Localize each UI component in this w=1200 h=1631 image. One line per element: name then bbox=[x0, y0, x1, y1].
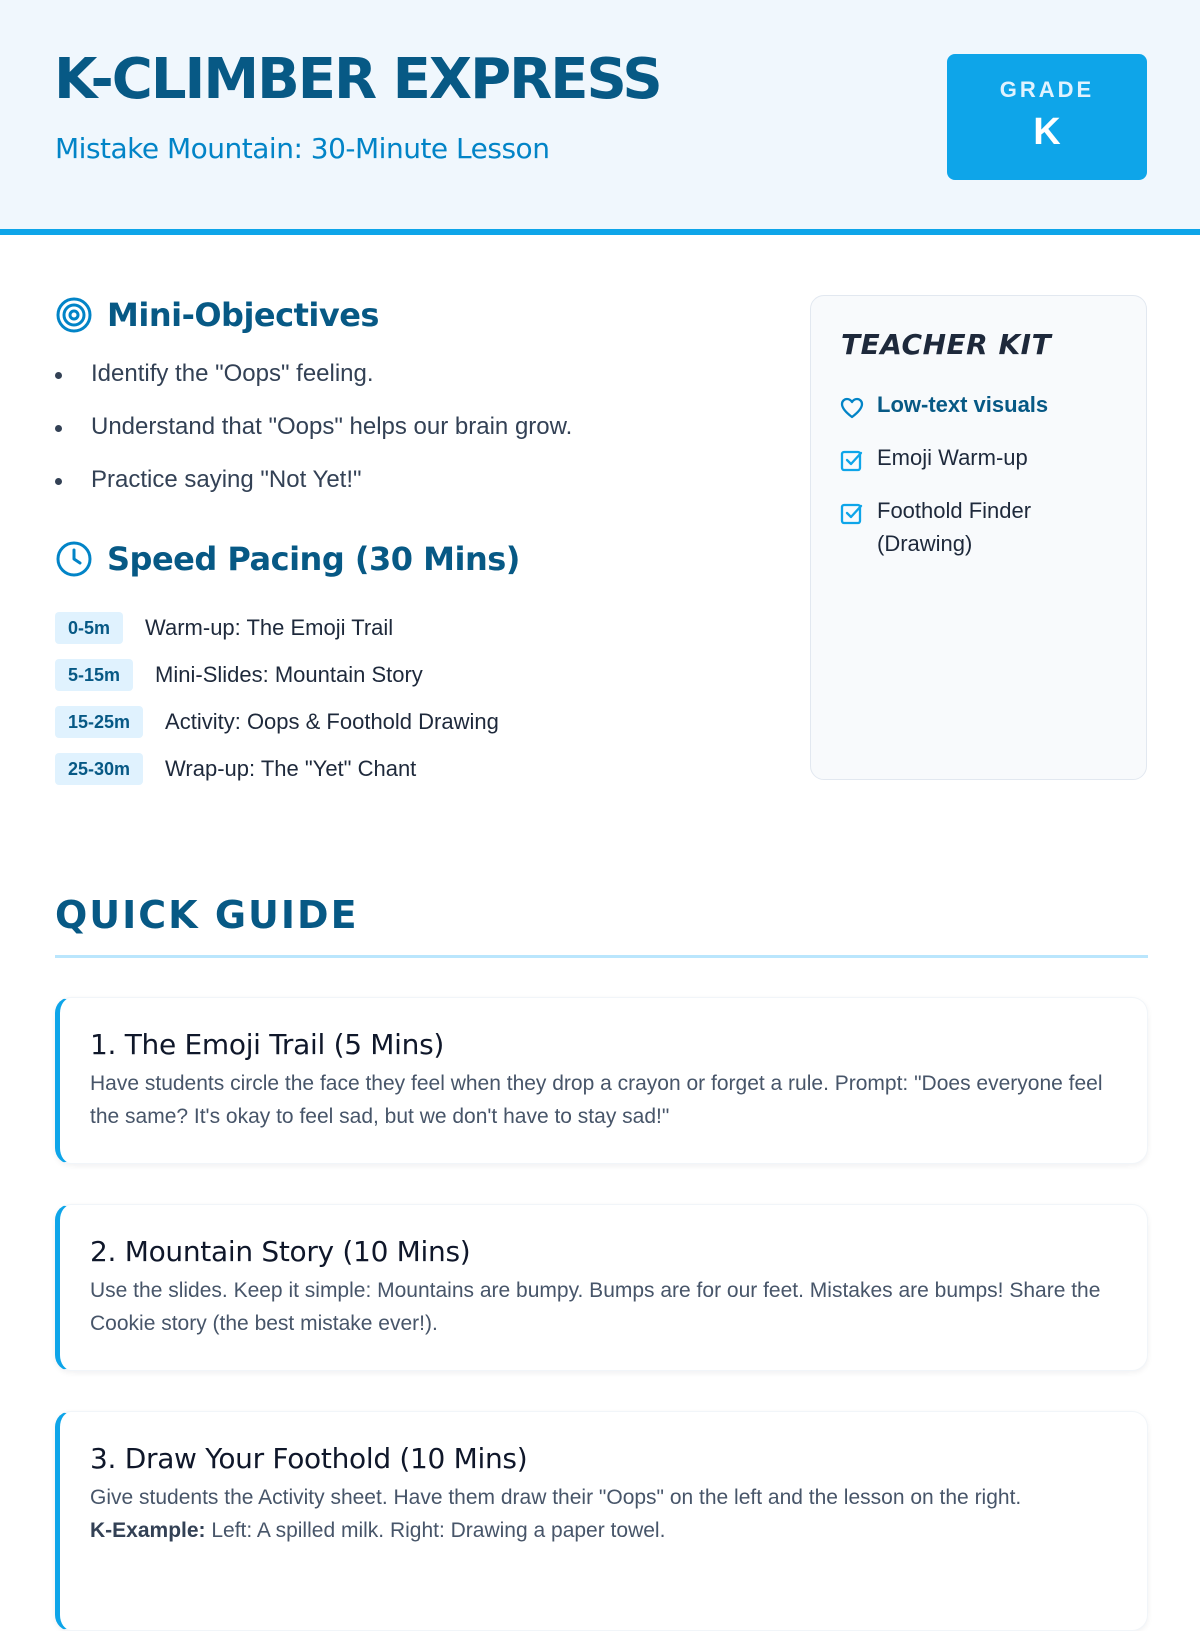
objectives-heading bbox=[55, 296, 379, 334]
objective-item: Identify the "Oops" feeling. bbox=[55, 350, 572, 403]
kit-item-emoji-warmup bbox=[839, 441, 1129, 474]
target-icon bbox=[55, 296, 93, 334]
heart-icon bbox=[839, 395, 865, 421]
kit-item-low-text-visuals bbox=[839, 388, 1129, 421]
guide-step-card bbox=[55, 1411, 1148, 1631]
grade-label: GRADE bbox=[999, 77, 1095, 102]
checkbox-icon bbox=[839, 448, 865, 474]
pacing-heading bbox=[55, 540, 520, 578]
divider bbox=[55, 955, 1148, 958]
objectives-list bbox=[55, 350, 572, 509]
pacing-list bbox=[55, 604, 499, 792]
pacing-row bbox=[55, 698, 499, 745]
guide-step-card bbox=[55, 997, 1148, 1164]
page-header bbox=[0, 0, 1200, 235]
pacing-row bbox=[55, 745, 499, 792]
kit-item-label: Foothold Finder (Drawing) bbox=[877, 498, 1032, 556]
time-badge: 0-5m bbox=[55, 612, 123, 644]
pacing-activity: Warm-up: The Emoji Trail bbox=[145, 614, 394, 640]
step-title: 3. Draw Your Foothold (10 Mins) bbox=[90, 1442, 528, 1475]
pacing-heading-label: Speed Pacing (30 Mins) bbox=[107, 540, 520, 578]
time-badge: 15-25m bbox=[55, 706, 143, 738]
kit-item-label: Low-text visuals bbox=[877, 392, 1049, 417]
teacher-kit-panel bbox=[810, 295, 1147, 780]
grade-value: K bbox=[1033, 111, 1061, 153]
step-title: 1. The Emoji Trail (5 Mins) bbox=[90, 1028, 444, 1061]
time-badge: 5-15m bbox=[55, 659, 133, 691]
kit-item-foothold-finder bbox=[839, 494, 1129, 560]
guide-step-card bbox=[55, 1204, 1148, 1371]
checkbox-icon bbox=[839, 501, 865, 527]
quick-guide-title: QUICK GUIDE bbox=[55, 893, 359, 937]
pacing-row bbox=[55, 604, 499, 651]
grade-badge bbox=[947, 54, 1147, 180]
page-subtitle: Mistake Mountain: 30-Minute Lesson bbox=[55, 132, 550, 165]
step-text: Give students the Activity sheet. Have them draw their "Oops" on the left and the lesson on the right. bbox=[90, 1486, 1022, 1509]
example-text: Left: A spilled milk. Right: Drawing a paper towel. bbox=[205, 1519, 666, 1542]
teacher-kit-title: TEACHER KIT bbox=[841, 328, 1052, 361]
pacing-row bbox=[55, 651, 499, 698]
example-label: K-Example: bbox=[90, 1519, 206, 1542]
kit-item-label: Emoji Warm-up bbox=[877, 445, 1028, 470]
objectives-heading-label: Mini-Objectives bbox=[107, 296, 379, 334]
step-text: Use the slides. Keep it simple: Mountains are bumpy. Bumps are for our feet. Mistakes are bumps! Share the Cookie story (the best mistake ever!). bbox=[90, 1279, 1101, 1335]
pacing-activity: Wrap-up: The "Yet" Chant bbox=[165, 755, 417, 781]
step-title: 2. Mountain Story (10 Mins) bbox=[90, 1235, 471, 1268]
page-title: K-CLIMBER EXPRESS bbox=[54, 47, 661, 112]
objective-item: Understand that "Oops" helps our brain grow. bbox=[55, 403, 572, 456]
clock-icon bbox=[55, 540, 93, 578]
pacing-activity: Activity: Oops & Foothold Drawing bbox=[165, 708, 499, 734]
objective-item: Practice saying "Not Yet!" bbox=[55, 456, 572, 509]
step-example bbox=[90, 1514, 1113, 1547]
time-badge: 25-30m bbox=[55, 753, 143, 785]
pacing-activity: Mini-Slides: Mountain Story bbox=[155, 661, 423, 687]
step-text: Have students circle the face they feel when they drop a crayon or forget a rule. Prompt: "Does everyone feel the same? It's okay to feel sad, but we don't have to stay sad!" bbox=[90, 1072, 1103, 1128]
